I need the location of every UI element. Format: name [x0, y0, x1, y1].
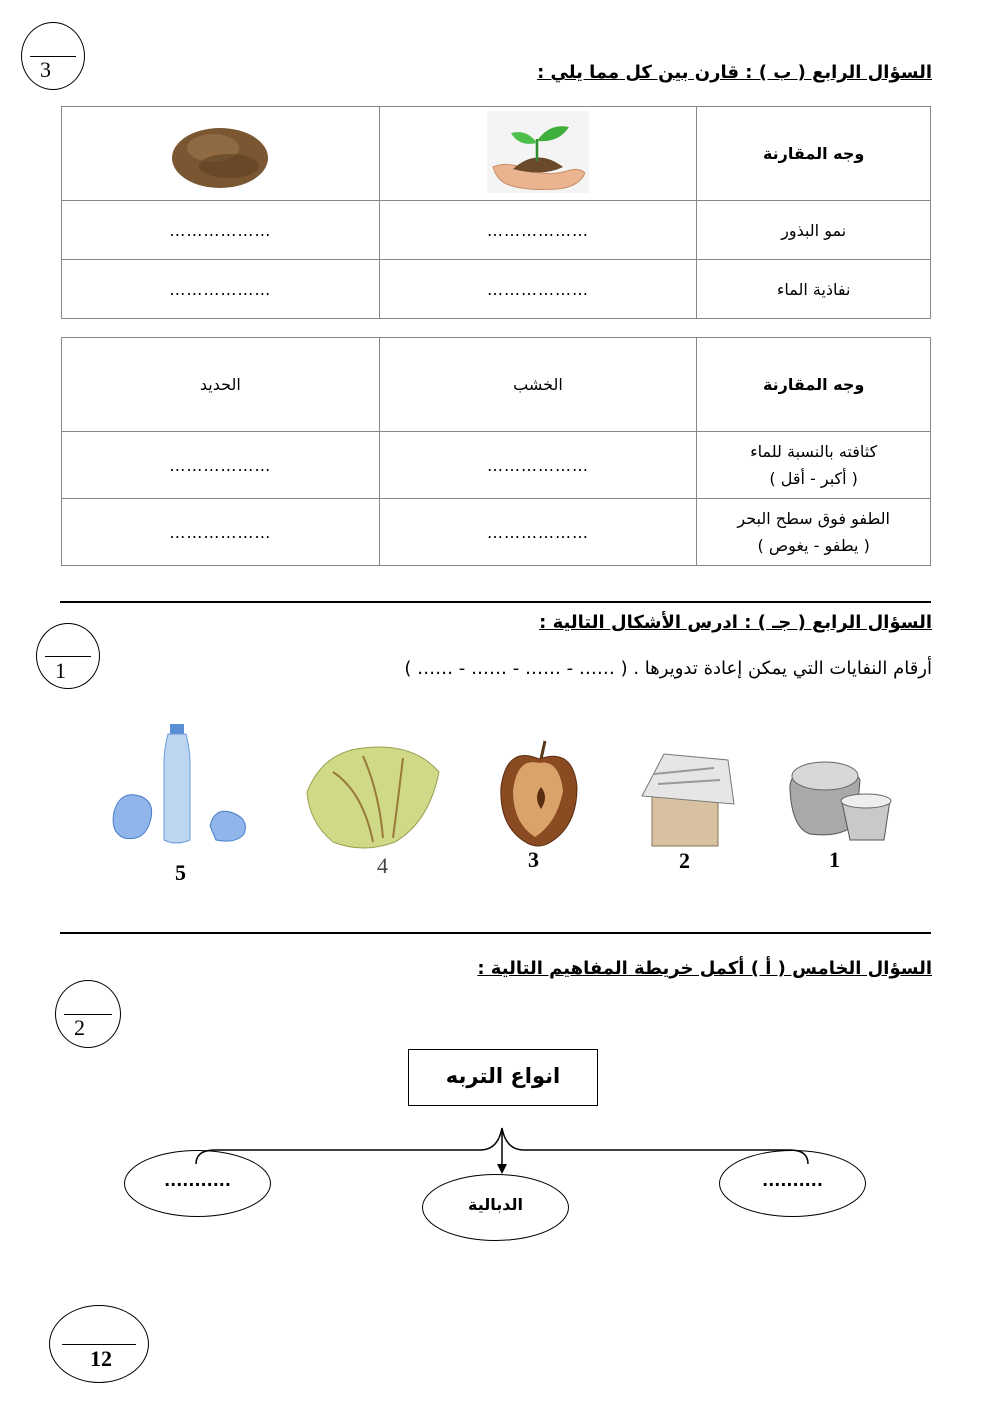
table2-header: وجه المقارنة	[697, 338, 931, 432]
concept-left-blank[interactable]: ...........	[164, 1171, 231, 1190]
table2-col-iron: الحديد	[62, 338, 380, 432]
score-q4c: 1	[55, 658, 66, 683]
table2-row1-label: كثافته بالنسبة للماء	[750, 442, 878, 461]
concept-left-ellipse	[124, 1150, 271, 1217]
concept-right-ellipse	[719, 1150, 866, 1217]
q4c-title: السؤال الرابع ( جـ ) : ادرس الأشكال التالية :	[539, 612, 932, 633]
table1-row2-answer-b[interactable]: ………………	[62, 260, 380, 319]
table2-row1-options: ( أكبر - أقل )	[769, 469, 858, 488]
table1-row2-answer-a[interactable]: ………………	[379, 260, 697, 319]
q4c-instruction: أرقام النفايات التي يمكن إعادة تدويرها . ( …… - …… - …… - …… )	[404, 658, 932, 679]
waste-number-5: 5	[175, 860, 186, 885]
table2-row1-answer-a[interactable]: ………………	[379, 432, 697, 499]
concept-middle-ellipse	[422, 1174, 569, 1241]
waste-number-4: 4	[377, 853, 388, 878]
table2-row1-answer-b[interactable]: ………………	[62, 432, 380, 499]
table1-row1-answer-a[interactable]: ………………	[379, 201, 697, 260]
score-q5a: 2	[74, 1015, 85, 1040]
table2-row2-answer-a[interactable]: ………………	[379, 499, 697, 566]
waste-number-2: 2	[679, 848, 690, 873]
table1-header: وجه المقارنة	[697, 107, 931, 201]
concept-right-blank[interactable]: ..........	[762, 1171, 823, 1190]
score-circle-total	[49, 1305, 149, 1383]
concept-root-label: انواع التربه	[445, 1064, 561, 1088]
table1-row1-label: نمو البذور	[697, 201, 931, 260]
table1-row2-label: نفاذية الماء	[697, 260, 931, 319]
table2-col-wood: الخشب	[379, 338, 697, 432]
score-q4b: 3	[40, 57, 51, 82]
concept-middle-label: الدبالية	[468, 1195, 523, 1214]
waste-number-3: 3	[528, 847, 539, 872]
waste-number-1: 1	[829, 847, 840, 872]
score-total: 12	[90, 1346, 112, 1371]
q4b-title: السؤال الرابع ( ب ) : قارن بين كل مما يلي :	[537, 62, 932, 83]
table2-row2-options: ( يطفو - يغوص )	[757, 536, 870, 555]
q5a-title: السؤال الخامس ( أ ) أكمل خريطة المفاهيم التالية :	[477, 958, 932, 979]
table1-row1-answer-b[interactable]: ………………	[62, 201, 380, 260]
table2-row2-label: الطفو فوق سطح البحر	[737, 509, 890, 528]
table2-row2-answer-b[interactable]: ………………	[62, 499, 380, 566]
